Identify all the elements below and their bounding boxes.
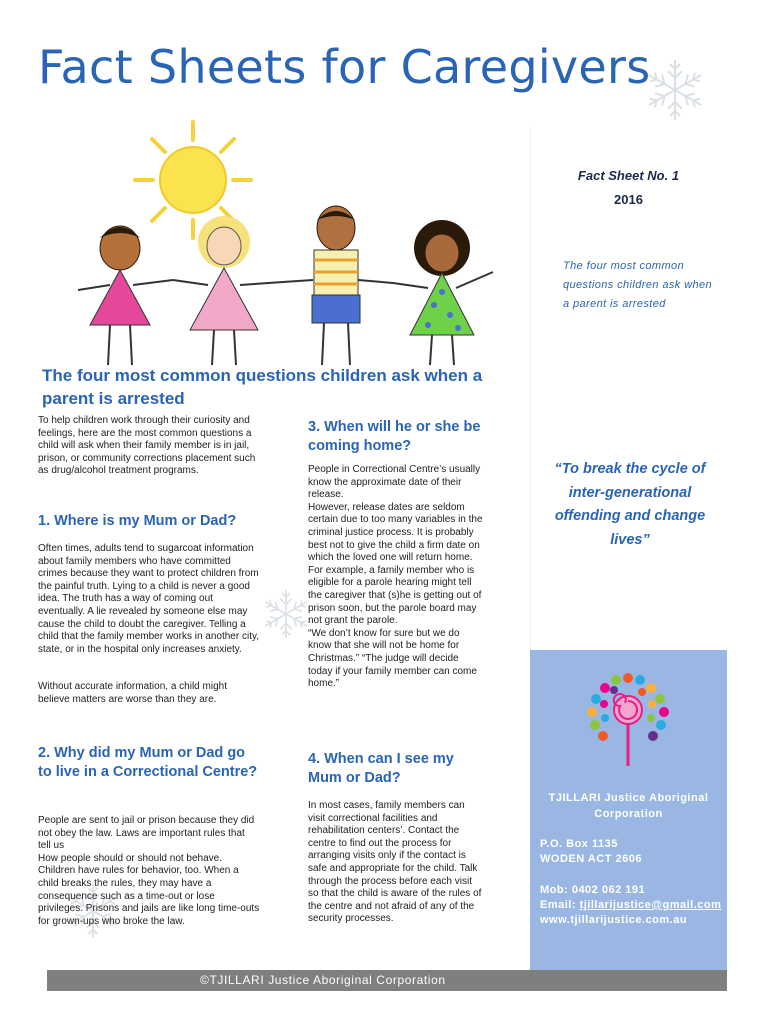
question-2-paragraph: People are sent to jail or prison because they did not obey the law. Laws are important rules that tell us How people should or should not behave. Children have rules for behavior, too. When a child breaks the rules, they may have a consequence such as a time-out or lose privileges. Prisons and jails are like long time-outs for grown-ups who broke the law. <box>38 815 260 927</box>
child-figure <box>393 220 493 365</box>
fact-sheet-number: Fact Sheet No. 1 <box>577 168 680 183</box>
page-title: Fact Sheets for Caregivers <box>38 40 651 94</box>
question-1-paragraph: Often times, adults tend to sugarcoat information about family members who have committed crimes because they want to protect children from the painful truth. Lying to a child is never a good idea. The truth has a way of coming out eventually. A lie revealed by someone else may cause the child to doubt the caregiver. Telling a child that the family member works in another city, state, or in the hospital only increases anxiety. <box>38 543 260 655</box>
email-label: Email: <box>540 899 580 911</box>
suburb: WODEN ACT 2606 <box>540 853 642 865</box>
website-link[interactable]: www.tjillarijustice.com.au <box>540 914 688 926</box>
question-1-heading: 1. Where is my Mum or Dad? <box>38 513 237 529</box>
postal-address <box>540 837 642 867</box>
child-figure <box>283 206 393 365</box>
sidebar-subtitle: The four most common questions children ask when a parent is arrested <box>563 260 712 310</box>
question-4-paragraph: In most cases, family members can visit correctional facilities and rehabilitation centers’. Contact the centre to find out the process for arranging visits only if the contact is safe and appropriate for the child. Talk through the process before each visit so that the child is aware of the rules of the centre and not afraid of any of the security processes. <box>308 800 482 925</box>
main-heading: The four most common questions children ask when a parent is arrested <box>42 366 483 408</box>
child-figure <box>78 226 173 365</box>
question-2-heading: 2. Why did my Mum or Dad go to live in a Correctional Centre? <box>38 745 258 780</box>
intro-paragraph: To help children work through their curiosity and feelings, here are the most common questions a child will ask when their family member is in jail, prison, or community corrections placement such as drug/alcohol treatment programs. <box>38 415 256 477</box>
footer-copyright: ©TJILLARI Justice Aboriginal Corporation <box>200 973 446 987</box>
question-3-paragraph: People in Correctional Centre’s usually know the approximate date of their release. However, release dates are seldom certain due to too many variables in the criminal justice process. It is probably best not to give the child a firm date on which the loved one will return home. For example, a family member who is eligible for a parole hearing might tell the caregiver that (s)he is getting out of prison soon, but the parole board may not grant the parole. “We don’t know for sure but we do know that she will not be home for Christmas.” “The judge will decide today if your family member can come home.” <box>308 464 483 690</box>
children-drawing <box>78 120 518 370</box>
mission-quote: “To break the cycle of inter-generational offending and change lives” <box>554 461 706 548</box>
question-4-heading: 4. When can I see my Mum or Dad? <box>308 751 454 786</box>
fact-sheet-year: 2016 <box>614 192 643 207</box>
question-1-paragraph-2: Without accurate information, a child might believe matters are worse than they are. <box>38 681 227 705</box>
child-figure <box>173 216 283 365</box>
question-3-heading: 3. When will he or she be coming home? <box>308 419 481 454</box>
po-box: P.O. Box 1135 <box>540 838 618 850</box>
organisation-name: TJILLARI Justice Aboriginal Corporation <box>548 792 709 820</box>
email-link[interactable]: tjillarijustice@gmail.com <box>579 899 722 911</box>
contact-details <box>540 883 721 928</box>
lollipop-tree-logo <box>578 668 678 768</box>
mobile-number: Mob: 0402 062 191 <box>540 884 646 896</box>
email-line <box>540 898 721 913</box>
snowflake-icon <box>258 586 314 642</box>
